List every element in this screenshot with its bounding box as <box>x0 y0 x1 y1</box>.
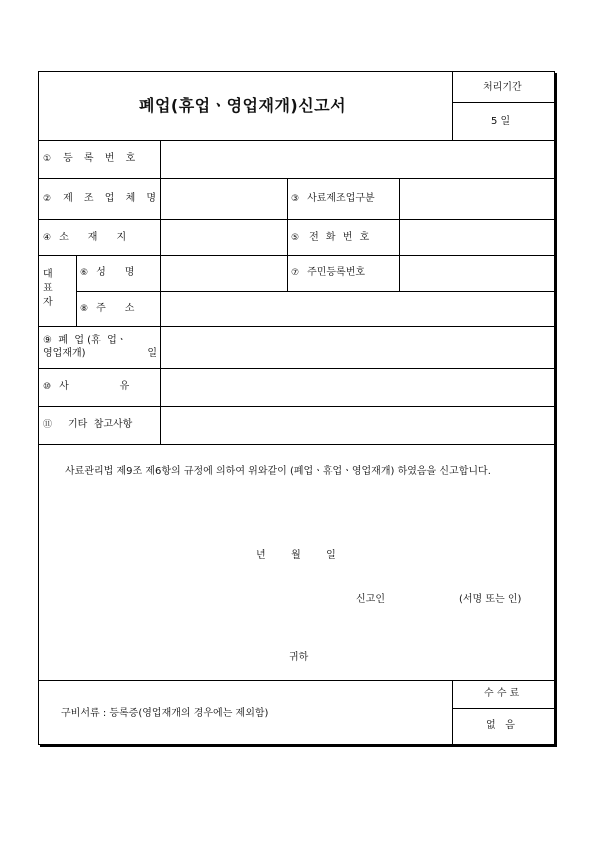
processing-divider <box>452 102 555 103</box>
rep-id-label: ⑦ 주민등록번호 <box>291 267 366 278</box>
row-line <box>39 680 554 681</box>
form-title: 폐업(휴업ㆍ영업재개)신고서 <box>139 96 347 115</box>
required-documents: 구비서류 : 등록증(영업재개의 경우에는 제외함) <box>61 708 269 719</box>
closure-date-field[interactable] <box>161 327 553 368</box>
header-divider <box>452 72 453 141</box>
mid-column-line <box>287 178 288 291</box>
processing-period-value: 5 일 <box>491 116 511 127</box>
rep-group-line <box>76 255 77 326</box>
closure-date-label: ⑨ 폐 업 (휴 업ㆍ 영업재개) 일 <box>43 335 157 359</box>
material-type-label: ③ 사료제조업구분 <box>291 193 375 204</box>
fee-label: 수 수 료 <box>484 688 520 699</box>
reg-no-field[interactable] <box>161 141 553 178</box>
reason-label: ⑩ 사 유 <box>43 381 130 392</box>
rep-address-field[interactable] <box>161 292 553 326</box>
other-notes-field[interactable] <box>161 407 553 444</box>
company-name-field[interactable] <box>161 179 286 219</box>
company-name-label: ② 제 조 업 체 명 <box>43 193 161 204</box>
row-line <box>39 444 554 445</box>
declaration-text: 사료관리법 제9조 제6항의 규정에 의하여 위와같이 (폐업ㆍ휴업ㆍ영업재개) 하였음을 신고합니다. <box>65 466 491 477</box>
fee-row-line <box>452 708 555 709</box>
location-field[interactable] <box>161 220 286 255</box>
reason-field[interactable] <box>161 369 553 406</box>
reg-no-label: ① 등 록 번 호 <box>43 153 140 164</box>
fee-divider <box>452 680 453 744</box>
processing-period-label: 처리기간 <box>483 82 522 93</box>
other-notes-label: ⑪ 기타 참고사항 <box>43 419 133 430</box>
representative-label: 대 표 자 <box>43 269 53 308</box>
rep-name-field[interactable] <box>161 256 286 291</box>
signature-note: (서명 또는 인) <box>459 594 522 605</box>
addressee-label: 귀하 <box>289 652 309 663</box>
phone-label: ⑤ 전 화 번 호 <box>291 232 372 243</box>
material-type-field[interactable] <box>400 179 553 219</box>
location-label: ④ 소 재 지 <box>43 232 127 243</box>
date-line: 년 월 일 <box>256 550 336 561</box>
rep-name-label: ⑥ 성 명 <box>80 267 135 278</box>
report-form <box>38 71 555 745</box>
phone-field[interactable] <box>400 220 553 255</box>
applicant-label: 신고인 <box>356 594 385 605</box>
fee-value: 없 음 <box>486 720 515 731</box>
rep-id-field[interactable] <box>400 256 553 291</box>
rep-address-label: ⑧ 주 소 <box>80 303 135 314</box>
